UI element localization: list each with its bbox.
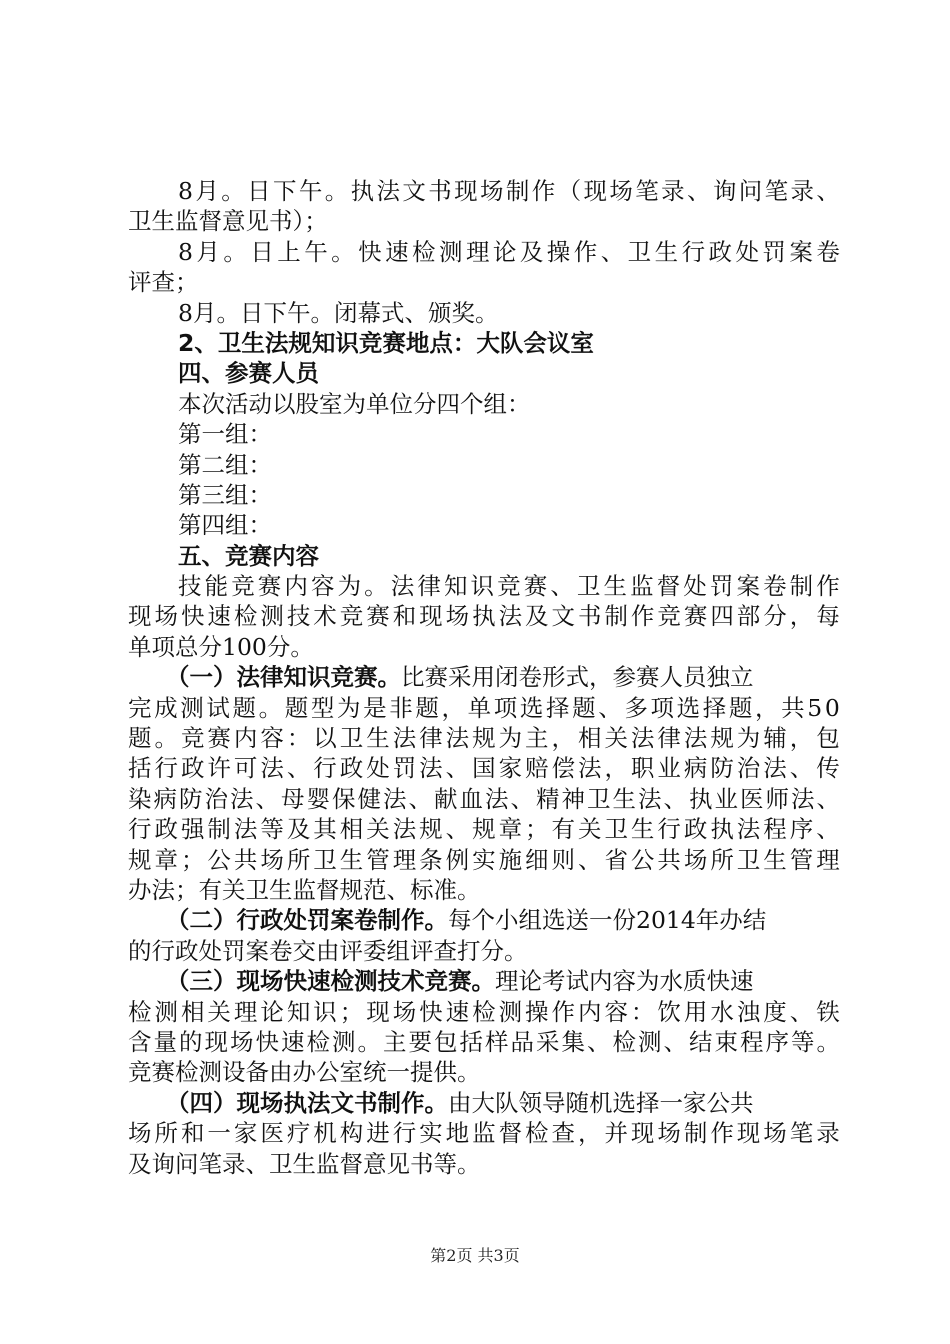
text-line: 第三组： bbox=[178, 480, 272, 509]
paragraph-line: 含 量 的 现 场 快 速 检 测 。 主 要 包 括 样 品 采 集 、 检 测 、 结 束 程 序 等 。 bbox=[128, 1027, 840, 1056]
text-line: 五、竞赛内容 bbox=[178, 541, 319, 570]
text-line: 技 能 竞 赛 内 容 为 。 法 律 知 识 竞 赛 、 卫 生 监 督 处 罚 案 卷 制 作 bbox=[178, 572, 840, 601]
section-text: 比赛采用闭卷形式，参赛人员独立 bbox=[401, 663, 754, 692]
section-text: 每个小组选送一份2014年办结 bbox=[448, 906, 767, 935]
text-line: 第四组： bbox=[178, 511, 272, 540]
paragraph-line: 竞赛检测设备由办公室统一提供。 bbox=[128, 1058, 481, 1087]
section-text: 由大队领导随机选择一家公共 bbox=[448, 1088, 754, 1117]
text-line: 单项总分100分。 bbox=[128, 632, 314, 661]
section-text: 理论考试内容为水质快速 bbox=[495, 967, 754, 996]
paragraph-line: 完 成 测 试 题 。 题 型 为 是 非 题 ， 单 项 选 择 题 、 多 项 选 择 题 ， 共 5 0 bbox=[128, 693, 840, 722]
section-heading-line bbox=[128, 1088, 840, 1118]
paragraph-line: 的行政处罚案卷交由评委组评查打分。 bbox=[128, 936, 528, 965]
text-line: 本次活动以股室为单位分四个组： bbox=[178, 389, 531, 418]
text-line: 现 场 快 速 检 测 技 术 竞 赛 和 现 场 执 法 及 文 书 制 作 竞 赛 四 部 分 ， 每 bbox=[128, 602, 840, 631]
paragraph-line: 及询问笔录、卫生监督意见书等。 bbox=[128, 1149, 481, 1178]
section-heading: （一）法律知识竞赛。 bbox=[166, 663, 401, 692]
paragraph-line: 规 章 ； 公 共 场 所 卫 生 管 理 条 例 实 施 细 则 、 省 公 共 场 所 卫 生 管 理 bbox=[128, 845, 840, 874]
page-footer: 第2页 共3页 bbox=[430, 1246, 520, 1265]
text-line: 8月。日下午。闭幕式、颁奖。 bbox=[178, 298, 499, 327]
text-line: 8 月 。 日 下 午 。 执 法 文 书 现 场 制 作 （ 现 场 笔 录 、 询 问 笔 录 、 bbox=[178, 177, 840, 205]
paragraph-line: 染 病 防 治 法 、 母 婴 保 健 法 、 献 血 法 、 精 神 卫 生 法 、 执 业 医 师 法 、 bbox=[128, 784, 840, 813]
paragraph-line: 场 所 和 一 家 医 疗 机 构 进 行 实 地 监 督 检 查 ， 并 现 场 制 作 现 场 笔 录 bbox=[128, 1119, 840, 1148]
text-line: 2、卫生法规知识竞赛地点：大队会议室 bbox=[178, 328, 594, 357]
section-paragraphs bbox=[128, 662, 840, 1179]
section-heading-line bbox=[128, 966, 840, 996]
intro-lines bbox=[128, 176, 840, 662]
text-line: 8 月 。 日 上 午 。 快 速 检 测 理 论 及 操 作 、 卫 生 行 政 处 罚 案 卷 bbox=[178, 237, 840, 266]
section-heading: （三）现场快速检测技术竞赛。 bbox=[166, 967, 495, 996]
paragraph-line: 行 政 强 制 法 等 及 其 相 关 法 规 、 规 章 ； 有 关 卫 生 行 政 执 法 程 序 、 bbox=[128, 815, 840, 844]
paragraph-line: 题 。 竞 赛 内 容 ： 以 卫 生 法 律 法 规 为 主 ， 相 关 法 律 法 规 为 辅 ， 包 bbox=[128, 724, 840, 753]
section-heading: （四）现场执法文书制作。 bbox=[166, 1088, 448, 1117]
section-heading-line bbox=[128, 905, 840, 935]
text-line: 四、参赛人员 bbox=[178, 359, 319, 388]
section-heading: （二）行政处罚案卷制作。 bbox=[166, 906, 448, 935]
paragraph-line: 办法；有关卫生监督规范、标准。 bbox=[128, 875, 481, 904]
text-line: 第一组： bbox=[178, 420, 272, 449]
text-line: 评查； bbox=[128, 268, 199, 297]
paragraph-line: 括 行 政 许 可 法 、 行 政 处 罚 法 、 国 家 赔 偿 法 ， 职 业 病 防 治 法 、 传 bbox=[128, 754, 840, 783]
section-heading-line bbox=[128, 662, 840, 692]
text-line: 第二组： bbox=[178, 450, 272, 479]
document-body bbox=[128, 176, 840, 1179]
paragraph-line: 检 测 相 关 理 论 知 识 ； 现 场 快 速 检 测 操 作 内 容 ： 饮 用 水 浊 度 、 铁 bbox=[128, 997, 840, 1026]
text-line: 卫生监督意见书）； bbox=[128, 207, 328, 236]
